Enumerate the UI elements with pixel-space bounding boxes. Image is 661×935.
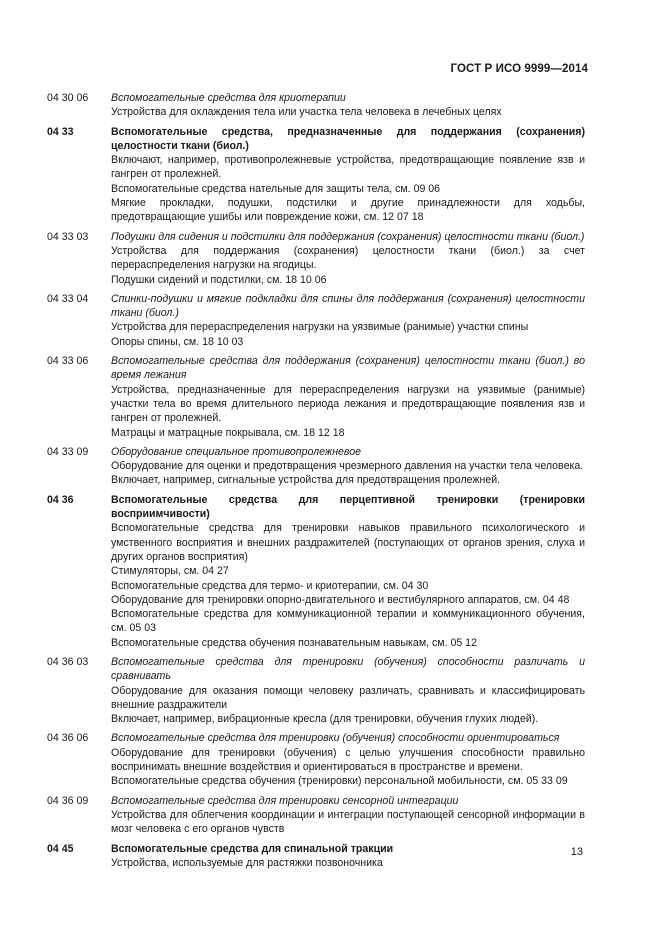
- entry-code: 04 33: [47, 125, 74, 138]
- entry-title: Вспомогательные средства для тренировки (обучения) способности различать и сравнивать: [111, 655, 585, 683]
- entry-text-line: Вспомогательные средства нательные для защиты тела, см. 09 06: [111, 182, 441, 195]
- entry-body: [111, 292, 585, 349]
- entry-text-line: Оборудование для тренировки (обучения) с целью улучшения способности правильно воспринимать внешние воздействия и ориентироваться в пространстве и времени.: [111, 746, 585, 774]
- entry-text-line: Оборудование для тренировки опорно-двигательного и вестибулярного аппаратов, см. 04 48: [111, 593, 570, 606]
- entry-body: [111, 445, 585, 488]
- classification-entry: [47, 91, 585, 120]
- classification-entry: [47, 493, 585, 650]
- classification-entry: [47, 292, 585, 349]
- entry-text-line: Устройства для поддержания (сохранения) целостности ткани (биол.) за счет перераспределения нагрузки на ягодицы.: [111, 244, 585, 272]
- entry-text-line: Включают, например, противопролежневые устройства, предотвращающие появление язв и гангрен от пролежней.: [111, 154, 585, 181]
- entry-title: Вспомогательные средства для криотерапии: [111, 92, 346, 104]
- entry-text-line: Стимуляторы, см. 04 27: [111, 565, 229, 578]
- entry-title: Подушки для сидения и подстилки для поддержания (сохранения) целостности ткани (биол.): [111, 230, 585, 243]
- entry-code: 04 30 06: [47, 92, 89, 104]
- entry-body: [111, 842, 585, 871]
- entry-text-line: Подушки сидений и подстилки, см. 18 10 06: [111, 273, 327, 286]
- entry-text-line: Мягкие прокладки, подушки, подстилки и другие принадлежности для ходьбы, предотвращающие ушибы или повреждение кожи, см. 12 07 18: [111, 197, 585, 224]
- classification-entry: [47, 230, 585, 287]
- page-number: 13: [570, 846, 583, 858]
- classification-entry: [47, 354, 585, 440]
- entry-title: Вспомогательные средства для поддержания (сохранения) целостности ткани (биол.) во время лежания: [111, 355, 585, 382]
- classification-entry: [47, 794, 585, 837]
- entry-text-line: Вспомогательные средства обучения познавательным навыкам, см. 05 12: [111, 636, 477, 649]
- entry-text-line: Опоры спины, см. 18 10 03: [111, 335, 244, 348]
- classification-entry: [47, 842, 585, 871]
- entry-text-line: Устройства, используемые для растяжки позвоночника: [111, 856, 383, 869]
- entry-body: [111, 230, 585, 287]
- entry-body: [111, 731, 585, 788]
- entry-text-line: Оборудование для оказания помощи человеку различать, сравнивать и классифицировать внешние раздражители: [111, 684, 585, 711]
- entry-text-line: Устройства для облегчения координации и интеграции поступающей сенсорной информации в мозг человека с его органов чувств: [111, 808, 585, 836]
- entry-body: [111, 655, 585, 726]
- entry-title: Вспомогательные средства, предназначенные для поддержания (сохранения) целостности ткани (биол.): [111, 125, 585, 152]
- entry-title: Вспомогательные средства для перцептивной тренировки (тренировки восприимчивости): [111, 493, 585, 521]
- entry-text-line: Устройства для охлаждения тела или участка тела человека в лечебных целях: [111, 106, 502, 119]
- classification-entry: [47, 445, 585, 488]
- entry-title: Вспомогательные средства для тренировки сенсорной интеграции: [111, 794, 459, 807]
- classification-list: [47, 91, 585, 875]
- entry-text-line: Оборудование для оценки и предотвращения чрезмерного давления на участки тела человека.: [111, 460, 584, 473]
- entry-body: [111, 125, 585, 225]
- entry-code: 04 45: [47, 842, 74, 855]
- entry-text-line: Матрацы и матрацные покрывала, см. 18 12 18: [111, 426, 345, 439]
- entry-body: [111, 794, 585, 837]
- entry-code: 04 36 06: [47, 732, 89, 745]
- entry-text-line: Устройства, предназначенные для перераспределения нагрузки на уязвимые (ранимые) участки тела во время длительного периода лежания и предотвращающие появления язв и гангрен от пролежней.: [111, 383, 585, 425]
- entry-title: Вспомогательные средства для тренировки (обучения) способности ориентироваться: [111, 732, 560, 745]
- entry-title: Спинки-подушки и мягкие подкладки для спины для поддержания (сохранения) целостности ткани (биол.): [111, 292, 585, 320]
- entry-text-line: Вспомогательные средства для тренировки навыков правильного психологического и умственного восприятия и внешних раздражителей (поступающих от органов зрения, слуха и других органов восприятия): [111, 522, 585, 563]
- entry-code: 04 33 06: [47, 355, 89, 368]
- entry-title: Вспомогательные средства для спинальной тракции: [111, 842, 394, 855]
- document-header: ГОСТ Р ИСО 9999—2014: [450, 63, 588, 75]
- entry-text-line: Вспомогательные средства для коммуникационной терапии и коммуникационного обучения, см. 05 03: [111, 608, 585, 635]
- entry-code: 04 33 04: [47, 292, 89, 305]
- entry-body: [111, 91, 585, 120]
- entry-text-line: Вспомогательные средства обучения (тренировки) персональной мобильности, см. 05 33 09: [111, 775, 568, 788]
- entry-text-line: Вспомогательные средства для термо- и криотерапии, см. 04 30: [111, 579, 429, 592]
- classification-entry: [47, 655, 585, 726]
- entry-code: 04 36 03: [47, 655, 89, 668]
- entry-code: 04 36 09: [47, 794, 89, 807]
- entry-text-line: Включает, например, вибрационные кресла (для тренировки, обучения глухих людей).: [111, 713, 539, 726]
- entry-code: 04 36: [47, 493, 74, 506]
- entry-text-line: Устройства для перераспределения нагрузки на уязвимые (ранимые) участки спины: [111, 321, 529, 334]
- entry-body: [111, 493, 585, 650]
- entry-title: Оборудование специальное противопролежневое: [111, 445, 361, 458]
- entry-text-line: Включает, например, сигнальные устройства для предотвращения пролежней.: [111, 474, 501, 487]
- entry-code: 04 33 03: [47, 230, 89, 243]
- entry-code: 04 33 09: [47, 445, 89, 458]
- classification-entry: [47, 731, 585, 788]
- classification-entry: [47, 125, 585, 225]
- entry-body: [111, 354, 585, 440]
